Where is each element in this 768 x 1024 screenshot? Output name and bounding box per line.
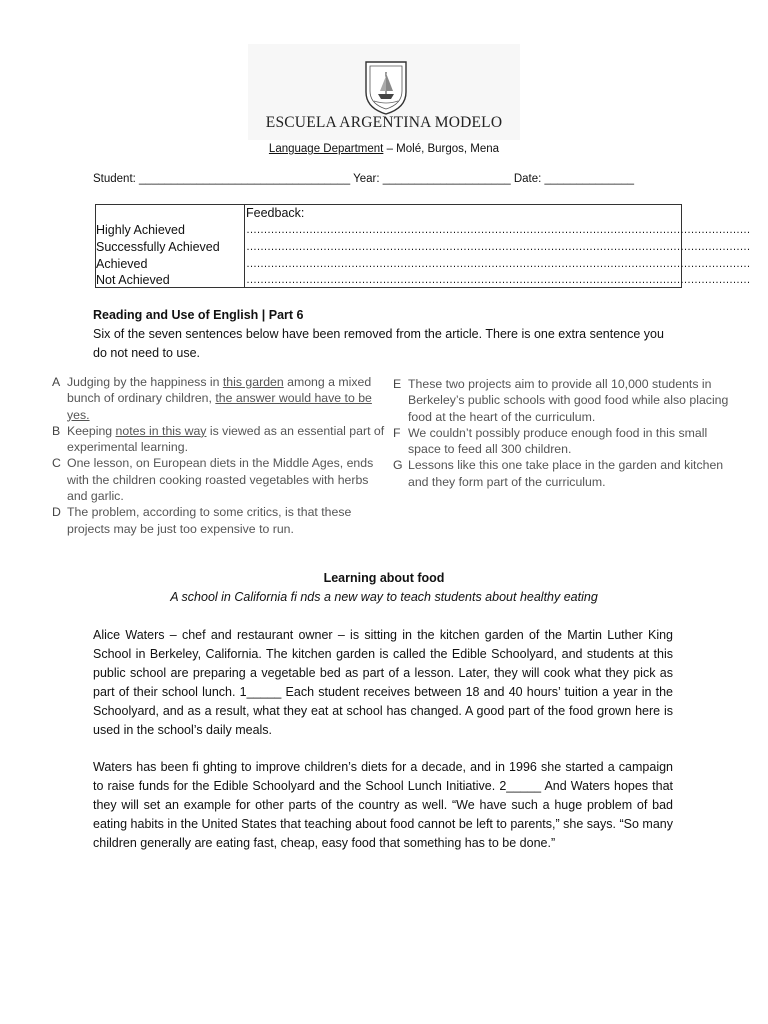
option-letter: G [393,458,403,473]
option-d: D The problem, according to some critics, is that these projects may be just too expensive to run. [52,505,352,536]
achievement-levels [96,222,244,289]
feedback-line[interactable]: ……………………………………………………………………………………………………………………………… [246,224,750,236]
article-paragraph: Waters has been fi ghting to improve children’s diets for a decade, and in 1996 she started a campaign to raise funds for the Edible Schoolyard and the School Lunch Initiative. 2_____ And Waters hopes that they will set an example for other parts of the country as well. “We have such a huge problem of bad eating habits in the United States that teaching about food cannot be left to parents,” she says. “So many children generally are eating fast, cheap, easy food that something has to be done.” [93,760,673,850]
option-letter: A [52,375,61,389]
feedback-lines[interactable] [246,222,750,289]
table-divider [244,205,245,287]
article-title: Learning about food [323,571,445,585]
level-achieved: Achieved [96,256,148,271]
school-name: ESCUELA ARGENTINA MODELO [265,114,503,131]
feedback-line[interactable]: ……………………………………………………………………………………………………………………………… [246,240,750,253]
option-letter: B [52,423,61,438]
level-highly-achieved: Highly Achieved [96,223,185,237]
option-letter: E [393,377,402,391]
options-left-column [52,374,387,537]
option-b: B Keeping notes in this way is viewed as an essential part of experimental learning. [52,423,385,455]
option-letter: F [393,425,401,440]
option-f: F We couldn’t possibly produce enough food in this small space to feed all 300 children. [393,425,708,457]
school-crest-logo [362,58,410,116]
option-g: G Lessons like this one take place in the garden and kitchen and they form part of the curriculum. [393,458,724,489]
section-title: Reading and Use of English | Part 6 [93,308,304,322]
feedback-table [95,204,750,288]
feedback-line[interactable]: ……………………………………………………………………………………………………………………………… [246,257,750,270]
option-a: A Judging by the happiness in this garden among a mixed bunch of ordinary children, the answer would have to be yes. [52,375,372,422]
department-name: Language Department [268,143,384,155]
feedback-line[interactable]: ……………………………………………………………………………………………………………………………… [246,274,750,287]
option-letter: D [52,505,61,520]
feedback-label: Feedback: [246,206,305,220]
option-e: E These two projects aim to provide all 10,000 students in Berkeley’s public schools with good food while also placing food at the heart of the curriculum. [393,377,729,424]
article-subtitle: A school in California fi nds a new way to teach students about healthy eating [170,590,598,604]
options-right-column [393,376,738,490]
option-c: C One lesson, on European diets in the Middle Ages, ends with the children cooking roasted vegetables with herbs and garlic. [52,456,374,504]
teacher-names: – Molé, Burgos, Mena [383,143,500,155]
student-info-line[interactable]: Student: _________________________________ Year: ____________________ Date: ______________ [93,173,635,185]
article-paragraph: Alice Waters – chef and restaurant owner – is sitting in the kitchen garden of the Martin Luther King School in Berkeley, California. The kitchen garden is called the Edible Schoolyard, and students at this public school are preparing a vegetable bed as part of a lesson. Later, they will cook what they pick as part of their school lunch. 1_____ Each student receives between 18 and 40 hours’ tuition a year in the Schoolyard, and as a result, what they eat at school has changed. A good part of the food grown here is used in the school’s daily meals. [93,628,673,737]
department-line [0,143,768,155]
section-instructions: Six of the seven sentences below have been removed from the article. There is one extra sentence you do not need to use. [93,327,664,360]
level-successfully-achieved: Successfully Achieved [96,239,220,254]
option-letter: C [52,456,61,471]
school-header [248,44,520,140]
level-not-achieved: Not Achieved [96,273,170,288]
